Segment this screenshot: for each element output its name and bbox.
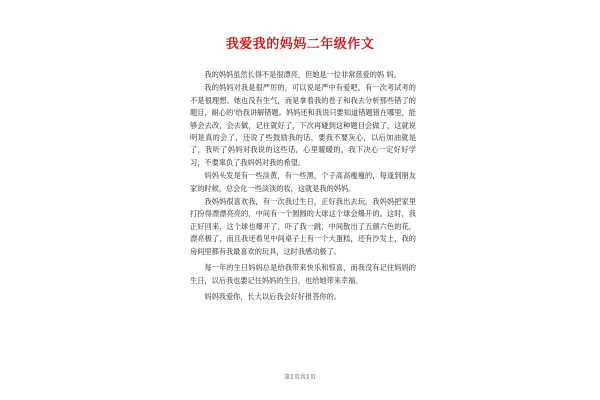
paragraph-6: 妈妈我爱你，长大以后我会好好报答你的。 xyxy=(204,291,341,301)
paragraph-3: 妈妈头发是有一些淡黄，有一些黑，个子高高瘦瘦的，每逢到朋友家的时候，总会化一些淡淡的妆，这就是我的妈妈。 xyxy=(190,171,416,193)
page-title: 我爱我的妈妈二年级作文 xyxy=(225,37,375,52)
page-number: 第1页共1页 xyxy=(284,374,316,381)
essay-body xyxy=(190,69,416,303)
paragraph-5: 每一年的生日妈妈总是给我带来快乐和惊喜，而我没有记住妈妈的生日，以后我也要记住妈妈的生日，也给她带来幸福。 xyxy=(190,263,416,285)
paragraph-1: 我的妈妈虽然长得不是很漂亮，但她是一位非常慈爱的妈 妈。 xyxy=(204,70,401,79)
paragraph-4: 我妈妈很喜欢我，有一次我过生日，正好我出去玩，我妈妈把家里打扮得漂漂亮亮的，中间有一个圆圆的大球这个球会爆开的。这时，我正好回来，这个球也爆开了，吓了我一跳，中间散出了五颜六色的花，漂亮极了，而且我还看见中间桌子上有一个大蛋糕，还有沙发上，我的房间里都有我最喜欢的玩具，这时我感动极了。 xyxy=(190,197,416,256)
paragraph-2: 我的妈妈对我是很严厉的，可以说是严中有爱吧。有一次考试考的不是很理想。她也没有生气，而是拿着我的卷子和我去分析那些错了的题目，耐心的'给我讲解错题。妈妈还和我说只要知道错题错在哪里，能够会去改，会去做，记住就好了，下次再碰到这种题目会做了，这就说明是真的会了，还说了些鼓励我的话，要我不要灰心，以后加油就是了，我听了妈妈对我说的这些话，心里暖暖的，我下决心一定好好学习，不要辜负了我妈妈对我的希望。 xyxy=(190,83,416,167)
